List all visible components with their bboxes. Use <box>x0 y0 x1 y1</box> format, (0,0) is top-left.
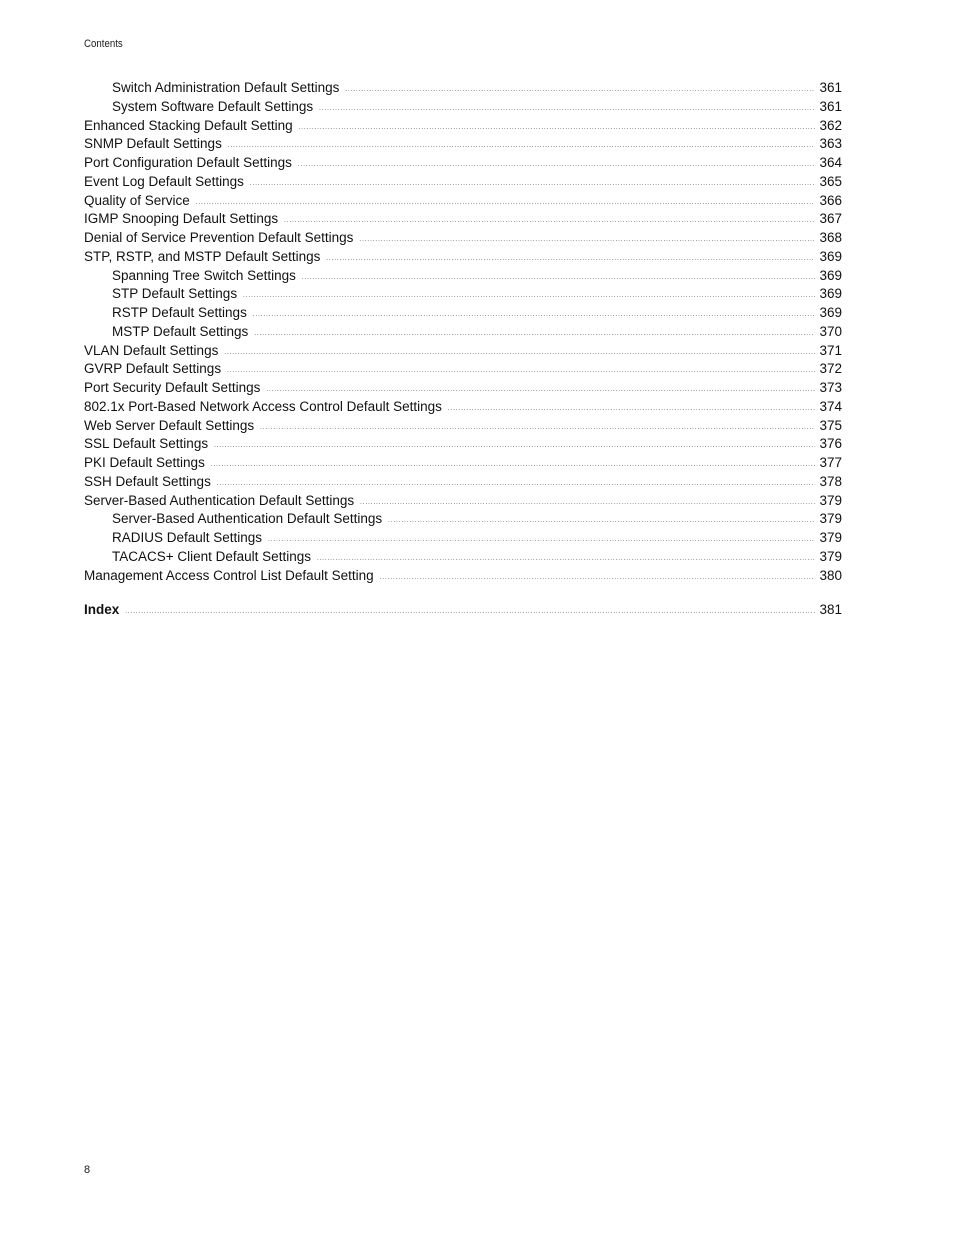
toc-entry[interactable] <box>84 473 842 492</box>
toc-entry-page: 361 <box>819 80 842 95</box>
toc-entry-page: 378 <box>819 473 842 489</box>
toc-entry-title: Server-Based Authentication Default Settings <box>84 492 355 508</box>
toc-entry[interactable] <box>84 117 842 136</box>
toc-entry-title: RADIUS Default Settings <box>112 530 263 545</box>
toc-entry[interactable] <box>84 267 842 286</box>
toc-entry[interactable] <box>84 304 842 323</box>
dot-leader <box>298 156 815 175</box>
toc-entry[interactable] <box>84 379 842 398</box>
toc-entry-title: Denial of Service Prevention Default Settings <box>84 230 354 245</box>
toc-entry-title: STP Default Settings <box>112 286 238 302</box>
toc-entry-title: Enhanced Stacking Default Setting <box>84 117 293 133</box>
dot-leader <box>227 362 815 381</box>
table-of-contents <box>84 79 842 620</box>
toc-entry[interactable] <box>84 398 842 417</box>
toc-entry-title: STP, RSTP, and MSTP Default Settings <box>84 248 321 264</box>
dot-leader <box>360 494 815 513</box>
toc-entry-page: 377 <box>819 455 842 470</box>
toc-entry-title: VLAN Default Settings <box>84 342 219 358</box>
toc-entry-page: 365 <box>819 173 842 189</box>
toc-entry-page: 370 <box>819 323 842 339</box>
dot-leader <box>388 512 815 531</box>
toc-entry[interactable] <box>84 529 842 548</box>
toc-entry[interactable] <box>84 229 842 248</box>
dot-leader <box>228 137 815 156</box>
toc-entry-title: Port Configuration Default Settings <box>84 155 292 170</box>
running-header: Contents <box>84 38 123 50</box>
toc-entry-title: Spanning Tree Switch Settings <box>112 267 296 283</box>
toc-entry-page: 376 <box>819 436 842 452</box>
toc-entry[interactable] <box>84 454 842 473</box>
dot-leader <box>319 100 815 119</box>
dot-leader <box>211 456 815 475</box>
dot-leader <box>359 231 815 250</box>
toc-entry-page: 361 <box>819 98 842 114</box>
dot-leader <box>254 325 815 344</box>
dot-leader <box>196 194 815 213</box>
toc-entry-page: 379 <box>819 511 842 527</box>
page-number: 8 <box>84 1164 91 1176</box>
toc-entry-title: RSTP Default Settings <box>112 305 247 320</box>
toc-entry-title: Quality of Service <box>84 192 190 208</box>
toc-entry-title: Port Security Default Settings <box>84 380 261 395</box>
toc-entry-page: 369 <box>819 305 842 320</box>
dot-leader <box>317 550 815 569</box>
dot-leader <box>243 287 815 306</box>
toc-entry-index[interactable] <box>84 601 842 620</box>
toc-entry[interactable] <box>84 567 842 586</box>
dot-leader <box>266 381 815 400</box>
toc-entry-title: Event Log Default Settings <box>84 173 244 189</box>
toc-entry-title: MSTP Default Settings <box>112 323 249 339</box>
dot-leader <box>224 344 815 363</box>
dot-leader <box>380 569 815 588</box>
toc-entry-title: PKI Default Settings <box>84 455 205 470</box>
dot-leader <box>302 269 815 288</box>
toc-entry-title: SSL Default Settings <box>84 436 209 452</box>
toc-entry[interactable] <box>84 154 842 173</box>
toc-entry[interactable] <box>84 417 842 436</box>
toc-entry-page: 362 <box>819 117 842 133</box>
toc-entry[interactable] <box>84 173 842 192</box>
toc-entry[interactable] <box>84 135 842 154</box>
toc-entry-page: 364 <box>819 155 842 170</box>
dot-leader <box>253 306 815 325</box>
dot-leader <box>214 437 815 456</box>
toc-entry-page: 372 <box>819 361 842 377</box>
toc-entry-page: 371 <box>819 342 842 358</box>
toc-entry-title: TACACS+ Client Default Settings <box>112 548 311 564</box>
toc-entry-page: 369 <box>819 248 842 264</box>
toc-entry[interactable] <box>84 323 842 342</box>
toc-entry-title: Management Access Control List Default Setting <box>84 567 374 583</box>
toc-entry-title: IGMP Snooping Default Settings <box>84 211 279 227</box>
toc-entry-page: 379 <box>819 530 842 545</box>
toc-entry[interactable] <box>84 510 842 529</box>
dot-leader <box>326 250 815 269</box>
toc-entry-page: 374 <box>819 398 842 414</box>
toc-entry-title: 802.1x Port-Based Network Access Control Default Settings <box>84 398 442 414</box>
toc-entry-page: 369 <box>819 267 842 283</box>
toc-entry[interactable] <box>84 98 842 117</box>
toc-entry-page: 375 <box>819 417 842 433</box>
toc-entry[interactable] <box>84 342 842 361</box>
toc-entry-title: SSH Default Settings <box>84 473 211 489</box>
toc-index-title: Index <box>84 602 120 618</box>
toc-entry[interactable] <box>84 285 842 304</box>
dot-leader <box>217 475 815 494</box>
dot-leader <box>284 212 815 231</box>
toc-entry[interactable] <box>84 192 842 211</box>
dot-leader <box>250 175 815 194</box>
toc-entry-page: 380 <box>819 567 842 583</box>
toc-entry-title: Switch Administration Default Settings <box>112 80 340 95</box>
dot-leader <box>260 419 815 438</box>
toc-entry-page: 379 <box>819 548 842 564</box>
dot-leader <box>345 81 815 100</box>
toc-entry-page: 366 <box>819 192 842 208</box>
toc-entry-page: 369 <box>819 286 842 302</box>
toc-entry-page: 379 <box>819 492 842 508</box>
toc-entry[interactable] <box>84 548 842 567</box>
toc-entry-title: Web Server Default Settings <box>84 417 255 433</box>
toc-entry[interactable] <box>84 210 842 229</box>
toc-entry[interactable] <box>84 435 842 454</box>
dot-leader <box>299 119 815 138</box>
toc-entry-page: 367 <box>819 211 842 227</box>
toc-entry-title: System Software Default Settings <box>112 98 314 114</box>
toc-entry[interactable] <box>84 360 842 379</box>
dot-leader <box>125 603 815 622</box>
toc-entry-title: Server-Based Authentication Default Settings <box>112 511 383 527</box>
toc-entry-title: SNMP Default Settings <box>84 136 222 152</box>
toc-entry-page: 363 <box>819 136 842 152</box>
toc-entry-page: 373 <box>819 380 842 395</box>
toc-index-page: 381 <box>819 602 842 618</box>
dot-leader <box>448 400 815 419</box>
toc-entry-title: GVRP Default Settings <box>84 361 222 377</box>
toc-entry[interactable] <box>84 492 842 511</box>
toc-entry[interactable] <box>84 79 842 98</box>
toc-entry[interactable] <box>84 248 842 267</box>
toc-entry-page: 368 <box>819 230 842 245</box>
dot-leader <box>268 531 815 550</box>
